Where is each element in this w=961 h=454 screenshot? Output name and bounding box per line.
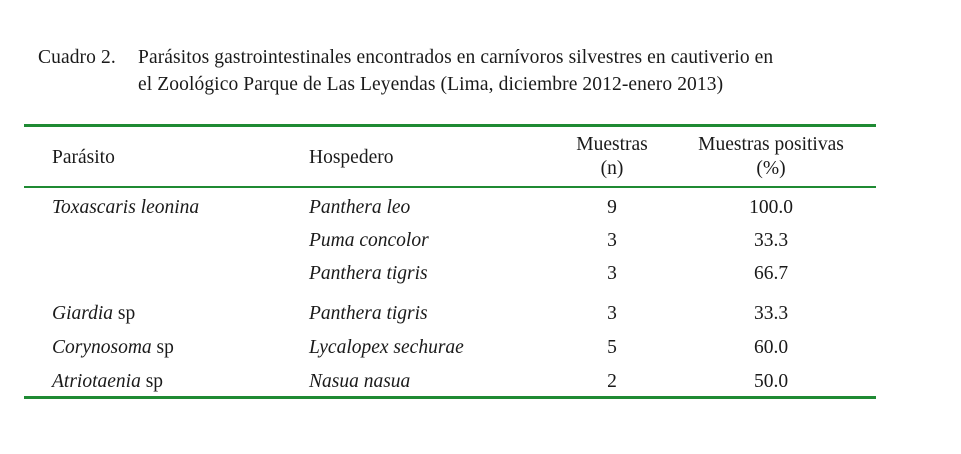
table-row-n: 3 (607, 230, 617, 251)
table-caption (38, 44, 898, 98)
table-row-host: Panthera tigris (309, 303, 428, 324)
table-row-n: 9 (607, 197, 617, 218)
table-row-n: 2 (607, 371, 617, 392)
table-row-pct: 60.0 (753, 337, 789, 358)
table-row-host: Puma concolor (309, 230, 429, 251)
bottom-rule (24, 396, 876, 399)
header-host: Hospedero (309, 147, 394, 168)
top-rule (24, 124, 876, 127)
header-samples (576, 133, 648, 181)
table-row-n: 3 (607, 263, 617, 284)
header-rule (24, 186, 876, 188)
table-row-parasite: Giardia sp (52, 303, 136, 324)
table-row-pct: 33.3 (753, 303, 789, 324)
header-positive-line2: (%) (756, 158, 786, 179)
table-row-parasite: Atriotaenia sp (52, 371, 164, 392)
header-samples-line1: Muestras (576, 134, 648, 155)
table-row-n: 3 (607, 303, 617, 324)
header-positive (698, 133, 844, 181)
caption-line-2: el Zoológico Parque de Las Leyendas (Lima, diciembre 2012-enero 2013) (138, 74, 724, 95)
table-row-pct: 50.0 (753, 371, 789, 392)
table-row-host: Panthera leo (309, 197, 411, 218)
caption-text-1: Parásitos gastrointestinales encontrados en carnívoros silvestres en cautiverio en (138, 47, 774, 68)
header-positive-line1: Muestras positivas (698, 134, 844, 155)
header-samples-line2: (n) (600, 158, 624, 179)
table-row-pct: 100.0 (749, 197, 793, 218)
table-row-host: Nasua nasua (309, 371, 411, 392)
table-row-pct: 66.7 (753, 263, 789, 284)
table-row-n: 5 (607, 337, 617, 358)
table-row-parasite: Toxascaris leonina (52, 197, 200, 218)
table-row-pct: 33.3 (753, 230, 789, 251)
header-parasite: Parásito (52, 147, 115, 168)
table-row-parasite: Corynosoma sp (52, 337, 174, 358)
table-row-host: Panthera tigris (309, 263, 428, 284)
caption-label: Cuadro 2. (38, 47, 116, 68)
caption-line-1 (38, 44, 898, 71)
table-row-host: Lycalopex sechurae (309, 337, 464, 358)
